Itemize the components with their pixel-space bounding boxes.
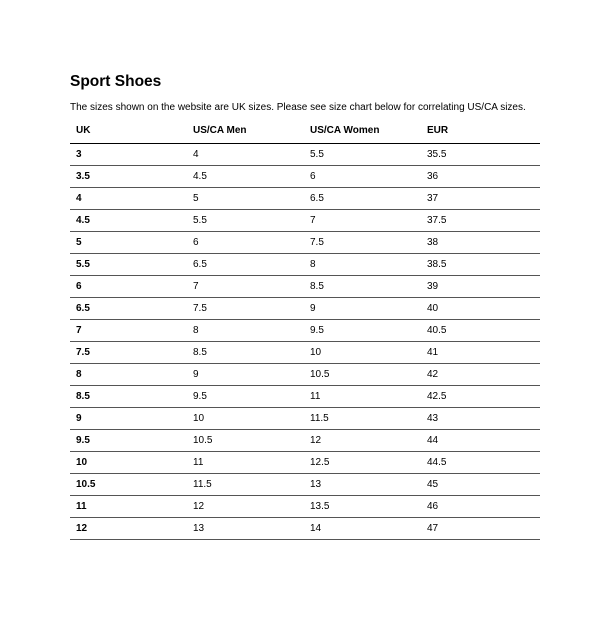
table-row: [70, 188, 540, 210]
cell-us-ca-men: 6.5: [187, 254, 304, 276]
table-row: [70, 210, 540, 232]
cell-us-ca-women: 5.5: [304, 144, 421, 166]
cell-us-ca-men: 7: [187, 276, 304, 298]
table-row: [70, 276, 540, 298]
table-row: [70, 474, 540, 496]
cell-us-ca-men: 11.5: [187, 474, 304, 496]
cell-us-ca-women: 10: [304, 342, 421, 364]
cell-uk: 12: [70, 518, 187, 540]
table-row: [70, 144, 540, 166]
table-row: [70, 320, 540, 342]
cell-eur: 40: [421, 298, 540, 320]
cell-us-ca-men: 12: [187, 496, 304, 518]
cell-us-ca-women: 10.5: [304, 364, 421, 386]
cell-uk: 7: [70, 320, 187, 342]
column-header-uk: UK: [70, 117, 187, 144]
cell-uk: 9: [70, 408, 187, 430]
cell-us-ca-women: 9: [304, 298, 421, 320]
table-row: [70, 166, 540, 188]
table-row: [70, 386, 540, 408]
cell-eur: 45: [421, 474, 540, 496]
cell-eur: 38.5: [421, 254, 540, 276]
cell-us-ca-men: 8.5: [187, 342, 304, 364]
cell-us-ca-women: 11.5: [304, 408, 421, 430]
cell-us-ca-women: 7: [304, 210, 421, 232]
cell-uk: 6.5: [70, 298, 187, 320]
cell-us-ca-women: 14: [304, 518, 421, 540]
cell-uk: 9.5: [70, 430, 187, 452]
cell-us-ca-women: 8: [304, 254, 421, 276]
cell-us-ca-women: 12: [304, 430, 421, 452]
cell-uk: 8.5: [70, 386, 187, 408]
cell-us-ca-men: 9: [187, 364, 304, 386]
cell-eur: 36: [421, 166, 540, 188]
column-header-us-ca-women: US/CA Women: [304, 117, 421, 144]
cell-us-ca-women: 13: [304, 474, 421, 496]
cell-eur: 42.5: [421, 386, 540, 408]
cell-uk: 4: [70, 188, 187, 210]
cell-uk: 3.5: [70, 166, 187, 188]
cell-us-ca-men: 6: [187, 232, 304, 254]
cell-us-ca-men: 5.5: [187, 210, 304, 232]
cell-eur: 40.5: [421, 320, 540, 342]
cell-us-ca-women: 8.5: [304, 276, 421, 298]
cell-us-ca-men: 7.5: [187, 298, 304, 320]
cell-eur: 37.5: [421, 210, 540, 232]
cell-uk: 5.5: [70, 254, 187, 276]
cell-us-ca-women: 6: [304, 166, 421, 188]
size-chart-table: [70, 117, 540, 540]
cell-uk: 5: [70, 232, 187, 254]
cell-uk: 10: [70, 452, 187, 474]
cell-us-ca-men: 4: [187, 144, 304, 166]
cell-us-ca-men: 11: [187, 452, 304, 474]
cell-us-ca-women: 11: [304, 386, 421, 408]
intro-text: The sizes shown on the website are UK sizes. Please see size chart below for correlating US/CA sizes.: [70, 102, 526, 113]
cell-eur: 44.5: [421, 452, 540, 474]
cell-uk: 4.5: [70, 210, 187, 232]
cell-us-ca-men: 10: [187, 408, 304, 430]
column-header-eur: EUR: [421, 117, 540, 144]
cell-us-ca-women: 7.5: [304, 232, 421, 254]
table-row: [70, 496, 540, 518]
cell-eur: 39: [421, 276, 540, 298]
cell-eur: 35.5: [421, 144, 540, 166]
cell-us-ca-men: 9.5: [187, 386, 304, 408]
cell-uk: 6: [70, 276, 187, 298]
cell-uk: 10.5: [70, 474, 187, 496]
cell-uk: 8: [70, 364, 187, 386]
cell-uk: 11: [70, 496, 187, 518]
cell-us-ca-women: 12.5: [304, 452, 421, 474]
cell-us-ca-men: 5: [187, 188, 304, 210]
cell-us-ca-women: 6.5: [304, 188, 421, 210]
cell-eur: 46: [421, 496, 540, 518]
cell-uk: 3: [70, 144, 187, 166]
cell-eur: 47: [421, 518, 540, 540]
table-row: [70, 364, 540, 386]
column-header-us-ca-men: US/CA Men: [187, 117, 304, 144]
cell-uk: 7.5: [70, 342, 187, 364]
cell-eur: 38: [421, 232, 540, 254]
table-row: [70, 342, 540, 364]
cell-us-ca-men: 13: [187, 518, 304, 540]
cell-us-ca-men: 8: [187, 320, 304, 342]
table-row: [70, 452, 540, 474]
table-row: [70, 232, 540, 254]
cell-us-ca-men: 4.5: [187, 166, 304, 188]
page-title: Sport Shoes: [70, 73, 162, 90]
table-row: [70, 518, 540, 540]
cell-eur: 41: [421, 342, 540, 364]
table-header-row: [70, 117, 540, 144]
table-row: [70, 254, 540, 276]
cell-eur: 44: [421, 430, 540, 452]
table-row: [70, 408, 540, 430]
table-body: [70, 144, 540, 540]
cell-us-ca-women: 13.5: [304, 496, 421, 518]
cell-eur: 37: [421, 188, 540, 210]
cell-us-ca-men: 10.5: [187, 430, 304, 452]
cell-eur: 43: [421, 408, 540, 430]
table-row: [70, 298, 540, 320]
cell-us-ca-women: 9.5: [304, 320, 421, 342]
cell-eur: 42: [421, 364, 540, 386]
table-row: [70, 430, 540, 452]
